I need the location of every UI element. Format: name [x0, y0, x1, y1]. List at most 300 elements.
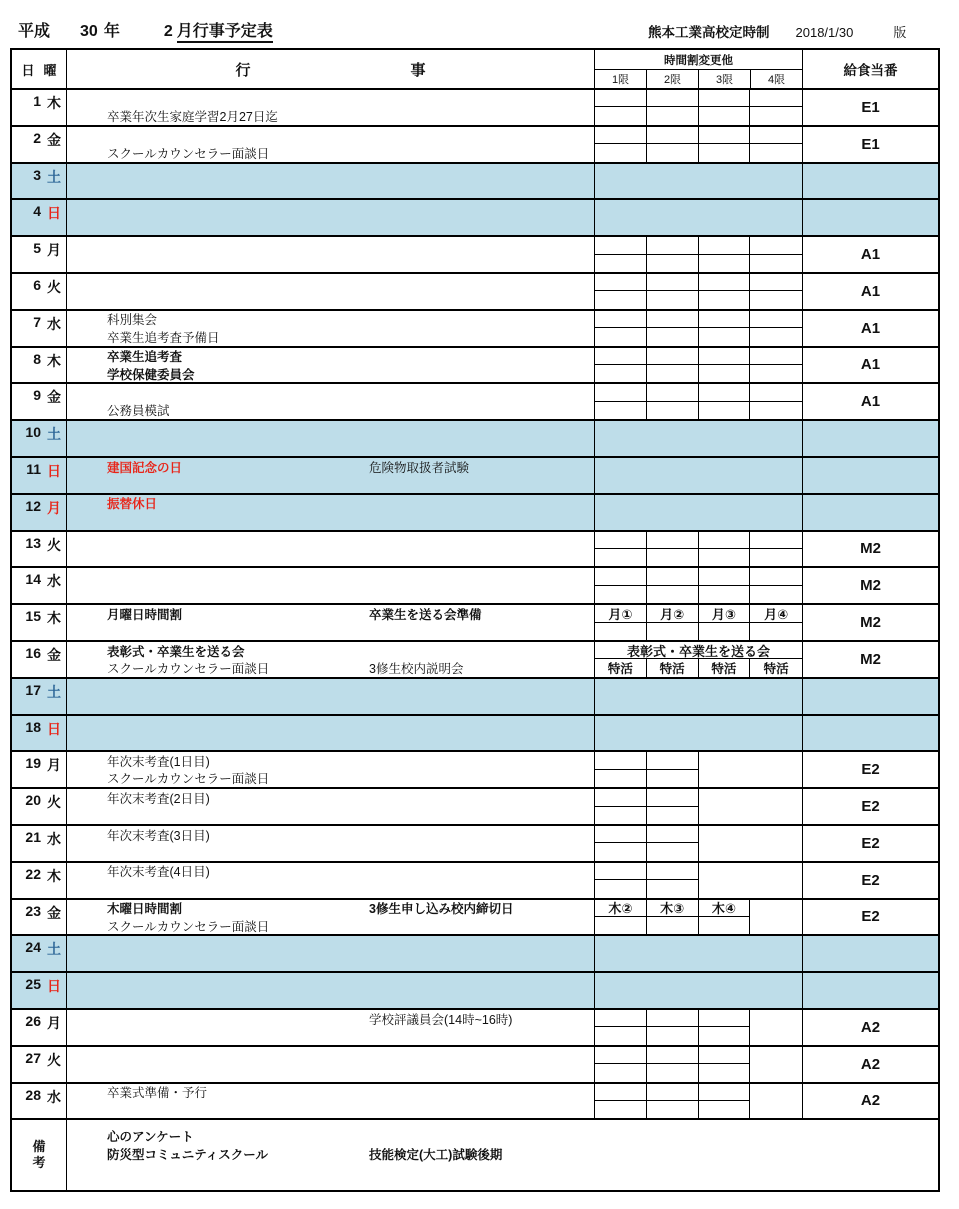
day-cell [12, 863, 67, 898]
publisher-info [648, 21, 906, 41]
period-cell [595, 311, 647, 328]
event-text: 年次末考査(3日目) [107, 828, 210, 843]
period-cell [750, 402, 802, 419]
period-cell [647, 311, 699, 328]
period-cell [647, 1010, 699, 1027]
events-cell [67, 384, 595, 419]
header-event-char2: 事 [410, 61, 426, 79]
event-text: 表彰式・卒業生を送る会 [107, 644, 245, 659]
period-cell [595, 1027, 647, 1044]
period-cell: 月④ [750, 605, 802, 622]
events-cell [67, 311, 595, 346]
period-grid [595, 826, 802, 861]
period-cell [647, 1047, 699, 1064]
meal-duty-cell: M2 [860, 614, 881, 632]
day-cell [12, 900, 67, 935]
period-grid [595, 237, 802, 272]
weekday-label: 土 [47, 426, 61, 443]
period-cell [699, 311, 751, 328]
event-text: 卒業生追考査 [107, 350, 183, 365]
event-text: スクールカウンセラー面談日 [107, 146, 270, 161]
day-number: 3 [33, 166, 41, 183]
table-row-day-13 [12, 532, 938, 569]
period-cell: 特活 [595, 659, 647, 676]
header-period-2: 2限 [647, 70, 699, 88]
period-cell [595, 917, 647, 934]
period-cell [647, 365, 699, 382]
event-text: 公務員模試 [107, 404, 170, 419]
period-cell: 月② [647, 605, 699, 622]
period-cell [595, 789, 647, 806]
header-schedule-group: 時間割変更他 [595, 50, 802, 70]
weekday-label: 金 [47, 389, 61, 406]
period-cell [699, 291, 751, 308]
day-cell [12, 90, 67, 125]
period-cell: 月① [595, 605, 647, 622]
day-cell [12, 532, 67, 567]
day-number: 16 [25, 644, 41, 661]
table-row-day-22 [12, 863, 938, 900]
day-cell [12, 1047, 67, 1082]
events-cell [67, 642, 595, 677]
weekday-label: 金 [47, 904, 61, 921]
events-cell [67, 274, 595, 309]
event-text: スクールカウンセラー面談日 [107, 919, 270, 934]
period-cell [699, 623, 751, 640]
period-grid [595, 789, 802, 824]
table-row-day-18 [12, 716, 938, 753]
period-cell [647, 291, 699, 308]
table-row-day-1 [12, 90, 938, 127]
periods-cell [595, 1047, 803, 1082]
events-cell [67, 1010, 595, 1045]
day-number: 1 [33, 93, 41, 109]
period-cell [595, 586, 647, 603]
day-cell [12, 826, 67, 861]
year-label: 年 [103, 23, 120, 40]
periods-cell [595, 458, 803, 493]
event-text: 卒業生を送る会準備 [369, 607, 482, 622]
period-cell [647, 549, 699, 566]
table-row-day-10 [12, 421, 938, 458]
weekday-label: 火 [47, 794, 61, 811]
table-row-day-6 [12, 274, 938, 311]
period-cell [595, 1084, 647, 1101]
period-cell [595, 623, 647, 640]
period-cell [699, 348, 751, 365]
period-cell [647, 384, 699, 401]
period-grid [595, 348, 802, 383]
weekday-label: 火 [47, 1051, 61, 1068]
period-cell [699, 144, 751, 161]
version-label: 版 [893, 25, 907, 40]
event-text: 月曜日時間割 [107, 607, 183, 622]
period-grid [595, 384, 802, 419]
event-text: スクールカウンセラー面談日 [107, 662, 270, 677]
day-cell [12, 458, 67, 493]
weekday-label: 土 [47, 168, 61, 185]
day-cell [12, 127, 67, 162]
weekday-label: 土 [47, 941, 61, 958]
period-cell [750, 1010, 802, 1045]
period-cell [647, 917, 699, 934]
period-cell [647, 568, 699, 585]
meal-duty-cell [803, 164, 938, 199]
period-cell [750, 900, 802, 935]
period-cell [750, 586, 802, 603]
period-grid [595, 274, 802, 309]
event-text: 科別集会 [107, 313, 158, 328]
period-cell [699, 1027, 751, 1044]
period-cell [595, 328, 647, 345]
period-cell [647, 623, 699, 640]
header-period-1: 1限 [595, 70, 647, 88]
periods-cell [595, 311, 803, 346]
day-number: 7 [33, 313, 41, 330]
event-text: 年次末考査(2日目) [107, 791, 210, 806]
header-period-labels [595, 70, 802, 88]
day-number: 26 [25, 1012, 41, 1029]
period-cell [595, 752, 647, 769]
period-cell [699, 1064, 751, 1081]
table-row-day-17 [12, 679, 938, 716]
period-cell [750, 1084, 802, 1119]
period-cell: 木③ [647, 900, 699, 917]
events-cell [67, 605, 595, 640]
table-row-day-4 [12, 200, 938, 237]
table-row-day-3 [12, 164, 938, 201]
period-cell [595, 880, 647, 897]
period-cell [699, 863, 803, 898]
school-name: 熊本工業高校定時制 [648, 25, 770, 40]
period-cell [750, 532, 802, 549]
period-cell [595, 384, 647, 401]
period-cell [699, 107, 751, 124]
period-cell: 表彰式・卒業生を送る会 [595, 642, 802, 659]
period-cell [595, 770, 647, 787]
period-grid [595, 900, 802, 935]
event-text: 学校評議員会(14時~16時) [369, 1012, 513, 1027]
periods-cell [595, 973, 803, 1008]
period-cell [595, 365, 647, 382]
weekday-label: 木 [47, 352, 61, 369]
meal-duty-cell: M2 [860, 650, 881, 668]
period-cell [647, 826, 699, 843]
day-number: 14 [25, 571, 41, 588]
period-cell [699, 274, 751, 291]
periods-cell [595, 936, 803, 971]
period-grid [595, 752, 802, 787]
notes-label-char1: 備 [32, 1139, 46, 1155]
weekday-label: 金 [47, 131, 61, 148]
day-number: 28 [25, 1086, 41, 1103]
meal-duty-cell: M2 [860, 540, 881, 558]
period-cell [699, 532, 751, 549]
periods-cell [595, 1084, 803, 1119]
period-cell [699, 90, 751, 107]
table-row-day-25 [12, 973, 938, 1010]
events-cell [67, 826, 595, 861]
day-cell [12, 421, 67, 456]
meal-duty-cell: E2 [861, 798, 880, 816]
period-cell [750, 384, 802, 401]
period-cell [647, 789, 699, 806]
periods-cell [595, 164, 803, 199]
period-cell [595, 144, 647, 161]
table-row-day-14 [12, 568, 938, 605]
day-number: 13 [25, 534, 41, 551]
events-cell [67, 200, 595, 235]
period-cell [595, 1010, 647, 1027]
day-cell [12, 716, 67, 751]
events-cell [67, 936, 595, 971]
periods-cell [595, 679, 803, 714]
day-cell [12, 1010, 67, 1045]
meal-duty-cell: A2 [860, 1055, 881, 1073]
meal-duty-cell: A1 [860, 356, 881, 374]
day-cell [12, 679, 67, 714]
periods-cell [595, 421, 803, 456]
periods-cell [595, 568, 803, 603]
period-grid [595, 532, 802, 567]
period-cell [647, 752, 699, 769]
period-grid [595, 127, 802, 162]
periods-cell [595, 605, 803, 640]
period-cell [595, 1101, 647, 1118]
header-day-label: 日 [21, 62, 35, 78]
periods-cell [595, 274, 803, 309]
periods-cell [595, 716, 803, 751]
period-grid [595, 311, 802, 346]
weekday-label: 月 [47, 757, 61, 774]
day-cell [12, 752, 67, 787]
period-cell [750, 90, 802, 107]
event-text: 3修生校内説明会 [369, 662, 464, 677]
events-cell [67, 752, 595, 787]
period-cell [750, 127, 802, 144]
meal-duty-cell: A2 [860, 1092, 881, 1110]
weekday-label: 水 [47, 830, 61, 847]
period-grid [595, 568, 802, 603]
period-grid [595, 90, 802, 125]
period-cell [647, 144, 699, 161]
events-cell [67, 348, 595, 383]
day-cell [12, 973, 67, 1008]
day-cell [12, 642, 67, 677]
period-cell [595, 107, 647, 124]
events-cell [67, 900, 595, 935]
events-cell [67, 164, 595, 199]
table-row-day-24 [12, 936, 938, 973]
periods-cell [595, 127, 803, 162]
period-cell [699, 826, 803, 861]
period-cell [699, 752, 803, 787]
day-cell [12, 495, 67, 530]
period-grid [595, 1047, 802, 1082]
period-cell [647, 770, 699, 787]
events-cell [67, 679, 595, 714]
notes-label-char2: 考 [32, 1155, 46, 1171]
weekday-label: 日 [47, 720, 61, 737]
events-cell [67, 863, 595, 898]
event-text: スクールカウンセラー面談日 [107, 772, 270, 787]
period-cell: 木④ [699, 900, 751, 917]
meal-duty-cell [803, 200, 938, 235]
event-text: 年次末考査(1日目) [107, 755, 210, 770]
weekday-label: 木 [47, 867, 61, 884]
period-cell [595, 1047, 647, 1064]
issue-date: 2018/1/30 [795, 25, 854, 40]
event-text: 年次末考査(4日目) [107, 865, 210, 880]
day-cell [12, 164, 67, 199]
period-grid [595, 1084, 802, 1119]
period-cell [699, 917, 751, 934]
meal-duty-cell: A1 [860, 393, 881, 411]
day-number: 21 [25, 828, 41, 845]
header-weekday-label: 曜 [43, 62, 57, 78]
events-cell [67, 568, 595, 603]
table-row-day-8 [12, 348, 938, 385]
meal-duty-cell [803, 973, 938, 1008]
events-cell [67, 532, 595, 567]
period-cell [595, 568, 647, 585]
periods-cell [595, 789, 803, 824]
events-cell [67, 1084, 595, 1119]
period-cell [647, 532, 699, 549]
period-cell [647, 1084, 699, 1101]
notes-label [12, 1120, 67, 1190]
event-text: 建国記念の日 [107, 460, 183, 475]
periods-cell [595, 826, 803, 861]
period-cell [750, 311, 802, 328]
events-cell [67, 421, 595, 456]
period-cell: 特活 [647, 659, 699, 676]
day-number: 5 [33, 240, 41, 257]
period-cell [750, 568, 802, 585]
period-cell [647, 255, 699, 272]
table-row-day-15 [12, 605, 938, 642]
day-cell [12, 789, 67, 824]
period-grid [595, 863, 802, 898]
periods-cell [595, 348, 803, 383]
header-period-3: 3限 [699, 70, 751, 88]
schedule-title: 月行事予定表 [177, 23, 273, 43]
period-cell [647, 807, 699, 824]
periods-cell [595, 384, 803, 419]
events-cell [67, 789, 595, 824]
day-number: 23 [25, 902, 41, 919]
weekday-label: 土 [47, 683, 61, 700]
day-number: 20 [25, 792, 41, 809]
period-cell: 月③ [699, 605, 751, 622]
period-cell [647, 237, 699, 254]
period-cell [699, 127, 751, 144]
period-grid [595, 605, 802, 640]
weekday-label: 月 [47, 1014, 61, 1031]
table-row-day-19 [12, 752, 938, 789]
period-cell [647, 1027, 699, 1044]
day-number: 25 [25, 976, 41, 993]
period-cell [647, 107, 699, 124]
period-grid [595, 1010, 802, 1045]
period-cell [595, 807, 647, 824]
table-row-day-9 [12, 384, 938, 421]
meal-duty-cell: E1 [861, 135, 880, 153]
period-cell: 特活 [763, 662, 789, 677]
meal-duty-cell [803, 679, 938, 714]
period-cell [595, 863, 647, 880]
notes-body [67, 1120, 938, 1190]
period-cell [750, 623, 802, 640]
day-number: 18 [25, 718, 41, 735]
period-cell [699, 1010, 751, 1027]
event-text: 3修生申し込み校内締切日 [369, 902, 514, 917]
events-cell [67, 495, 595, 530]
table-row-day-16 [12, 642, 938, 679]
meal-duty-cell: M2 [860, 577, 881, 595]
period-cell [647, 402, 699, 419]
weekday-label: 水 [47, 1088, 61, 1105]
period-cell [595, 255, 647, 272]
weekday-label: 日 [47, 978, 61, 995]
event-text: 振替休日 [107, 497, 158, 512]
month-value: 2 [163, 23, 173, 40]
period-grid [595, 642, 802, 677]
weekday-label: 水 [47, 573, 61, 590]
period-cell [595, 237, 647, 254]
events-cell [67, 973, 595, 1008]
day-number: 15 [25, 608, 41, 625]
period-cell [647, 863, 699, 880]
period-cell [595, 843, 647, 860]
meal-duty-cell [803, 716, 938, 751]
period-cell [595, 532, 647, 549]
weekday-label: 月 [47, 242, 61, 259]
period-cell [699, 255, 751, 272]
periods-cell [595, 532, 803, 567]
notes-row [12, 1120, 938, 1190]
periods-cell [595, 495, 803, 530]
periods-cell [595, 900, 803, 935]
day-cell [12, 274, 67, 309]
note-text: 技能検定(大工)試験後期 [369, 1148, 503, 1163]
period-cell [699, 328, 751, 345]
periods-cell [595, 642, 803, 677]
periods-cell [595, 200, 803, 235]
weekday-label: 月 [47, 499, 61, 516]
period-cell [595, 127, 647, 144]
events-cell [67, 127, 595, 162]
period-cell [699, 586, 751, 603]
period-cell [595, 348, 647, 365]
table-row-day-11 [12, 458, 938, 495]
period-cell [750, 348, 802, 365]
period-cell [699, 1084, 751, 1101]
events-cell [67, 237, 595, 272]
header-meal-duty: 給食当番 [843, 63, 898, 78]
weekday-label: 木 [47, 95, 61, 111]
period-cell [595, 90, 647, 107]
table-row-day-12 [12, 495, 938, 532]
event-text: 卒業年次生家庭学習2月27日迄 [107, 110, 278, 125]
period-cell [595, 1064, 647, 1081]
meal-duty-cell [803, 458, 938, 493]
period-cell: 特活 [699, 659, 751, 676]
period-cell [750, 237, 802, 254]
day-number: 19 [25, 755, 41, 772]
page-title [18, 18, 273, 41]
period-cell [750, 328, 802, 345]
